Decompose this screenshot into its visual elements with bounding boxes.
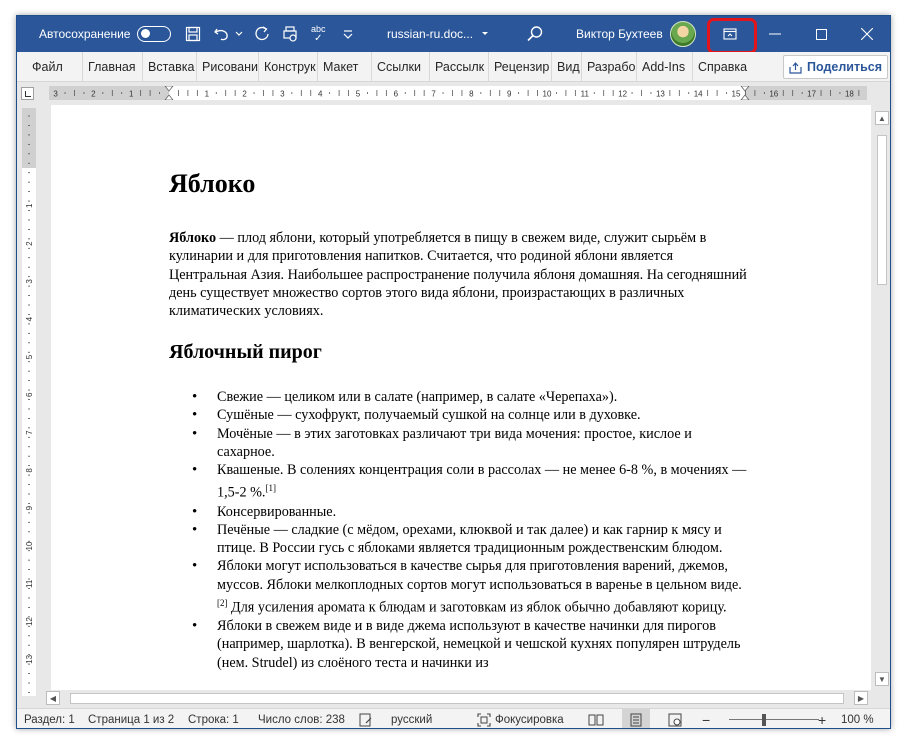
tab-review[interactable]: Рецензир xyxy=(489,52,552,82)
scroll-right-icon[interactable]: ▶ xyxy=(854,691,868,705)
ruler-label: 1 xyxy=(128,89,134,99)
list-item: • Яблоки могут использоваться в качестве сырья для приготовления варений, джемов, муссов. Яблоки мелкоплодных сортов могут использоваться в варенье в цельном виде.[2] Для усиления аромата к блюдам и заготовкам из яблок обычно добавляют корицу. xyxy=(217,557,747,617)
zoom-slider[interactable] xyxy=(729,719,819,720)
status-section[interactable]: Раздел: 1 xyxy=(24,714,75,726)
ruler-label: 6 xyxy=(393,89,399,99)
save-icon[interactable] xyxy=(185,16,201,52)
vruler-label: 4 xyxy=(25,316,34,322)
share-label: Поделиться xyxy=(806,60,883,74)
scroll-left-icon[interactable]: ◀ xyxy=(46,691,60,705)
intro-text: — плод яблони, который употребляется в пищу в свежем виде, служит сырьём в кулинарии и для приготовления напитков. Считается, что родиной яблони является Центральная Азия. Наибольшее распространение получила яблоня домашняя. На сегодняшний день существует множество сортов этого вида яблони, произрастающих в различных климатических условиях. xyxy=(169,230,747,320)
vertical-ruler[interactable] xyxy=(22,108,36,696)
vruler-label: 1 xyxy=(25,203,34,209)
avatar[interactable] xyxy=(670,16,696,52)
ruler-label: 17 xyxy=(807,89,817,99)
tab-mailings[interactable]: Рассылк xyxy=(430,52,489,82)
vruler-label: 13 xyxy=(25,654,34,664)
print-preview-icon[interactable] xyxy=(281,16,299,52)
vertical-scrollbar[interactable] xyxy=(874,107,891,690)
share-button[interactable] xyxy=(783,55,888,79)
ruler-label: 11 xyxy=(580,89,589,99)
document-area[interactable] xyxy=(42,103,874,690)
maximize-icon[interactable] xyxy=(798,16,844,52)
ruler-label: 4 xyxy=(317,89,323,99)
zoom-out-icon[interactable]: − xyxy=(702,712,711,728)
uses-list xyxy=(217,388,747,672)
scroll-up-icon[interactable]: ▲ xyxy=(875,111,889,125)
vruler-label: 9 xyxy=(25,505,34,511)
status-word-count[interactable]: Число слов: 238 xyxy=(258,714,345,726)
vruler-label: 12 xyxy=(25,617,34,627)
document-title: Яблоко xyxy=(169,169,256,198)
user-name[interactable]: Виктор Бухтеев xyxy=(576,27,663,41)
ruler-label: 9 xyxy=(506,89,512,99)
ruler-label: 7 xyxy=(431,89,436,99)
vruler-label: 7 xyxy=(25,430,34,435)
vruler-label: 6 xyxy=(25,392,34,398)
web-layout-icon[interactable] xyxy=(668,709,682,729)
horizontal-scrollbar[interactable] xyxy=(42,690,874,707)
horizontal-scroll-thumb[interactable] xyxy=(70,693,844,704)
redo-icon[interactable] xyxy=(253,16,271,52)
customize-toolbar-icon[interactable] xyxy=(343,16,353,52)
zoom-in-icon[interactable]: + xyxy=(818,712,827,728)
indent-marker-right xyxy=(741,86,749,100)
tab-home[interactable]: Главная xyxy=(83,52,143,82)
vruler-label: 3 xyxy=(25,279,34,284)
document-page[interactable] xyxy=(51,105,871,690)
ruler-row xyxy=(17,83,890,103)
autosave-label: Автосохранение xyxy=(39,27,131,41)
list-item: • Сушёные — сухофрукт, получаемый сушкой на солнце или в духовке. xyxy=(217,406,747,424)
ruler-label: 1 xyxy=(204,89,210,99)
list-item: • Мочёные — в этих заготовках различают три вида мочения: простое, кислое и сахарное. xyxy=(217,425,747,462)
tab-file[interactable]: Файл xyxy=(27,52,83,82)
proofing-icon[interactable] xyxy=(359,709,373,729)
tab-layout[interactable]: Макет xyxy=(318,52,372,82)
focus-label: Фокусировка xyxy=(495,714,564,726)
undo-icon[interactable] xyxy=(213,16,231,52)
ruler-label: 16 xyxy=(769,89,779,99)
vruler-label: 10 xyxy=(25,541,34,551)
zoom-level[interactable]: 100 % xyxy=(841,714,874,726)
focus-mode-button[interactable] xyxy=(477,709,564,729)
share-icon xyxy=(789,61,802,74)
search-icon[interactable] xyxy=(526,16,544,52)
tab-developer[interactable]: Разрабо xyxy=(582,52,637,82)
tab-references[interactable]: Ссылки xyxy=(372,52,430,82)
vruler-label: 8 xyxy=(25,468,34,473)
close-icon[interactable] xyxy=(844,16,890,52)
vertical-scroll-thumb[interactable] xyxy=(877,135,887,285)
intro-paragraph xyxy=(169,229,749,320)
list-item: • Консервированные. xyxy=(217,503,747,521)
ruler-label: 5 xyxy=(355,89,361,99)
status-line[interactable]: Строка: 1 xyxy=(188,714,239,726)
footnote-ref: [2] xyxy=(217,598,228,608)
horizontal-ruler[interactable] xyxy=(49,86,867,100)
read-mode-icon[interactable] xyxy=(588,709,604,729)
focus-icon xyxy=(477,713,491,727)
print-layout-icon[interactable] xyxy=(622,709,650,729)
list-item: • Печёные — сладкие (с мёдом, орехами, клюквой и так далее) и как гарнир к мясу и птице. В России гусь с яблоками является традиционным рождественским блюдом. xyxy=(217,521,747,558)
undo-dropdown-icon[interactable] xyxy=(235,16,243,52)
ribbon-tabs xyxy=(17,52,890,82)
tab-insert[interactable]: Вставка xyxy=(143,52,197,82)
document-filename[interactable]: russian-ru.doc... xyxy=(387,27,474,41)
tab-add-ins[interactable]: Add-Ins xyxy=(637,52,693,82)
title-bar xyxy=(17,16,890,52)
vruler-label: 2 xyxy=(25,241,34,246)
word-window xyxy=(16,15,891,729)
scroll-down-icon[interactable]: ▼ xyxy=(875,672,889,686)
ruler-label: 14 xyxy=(693,89,703,99)
ruler-label: 15 xyxy=(731,89,741,99)
ruler-label: 2 xyxy=(91,89,96,99)
ruler-label: 8 xyxy=(469,89,474,99)
ruler-label: 3 xyxy=(53,89,58,99)
tab-selector-icon[interactable] xyxy=(21,87,34,100)
zoom-slider-thumb[interactable] xyxy=(762,714,766,726)
minimize-icon[interactable] xyxy=(752,16,798,52)
list-item: • Квашеные. В солениях концентрация соли в рассолах — не менее 6-8 %, в мочениях — 1,5-2 %.[1] xyxy=(217,461,747,502)
spelling-icon[interactable]: abc ✓ xyxy=(311,24,326,44)
list-item: • Свежие — целиком или в салате (например, в салате «Черепаха»). xyxy=(217,388,747,406)
vruler-label: 5 xyxy=(25,354,34,360)
tab-design[interactable]: Конструк xyxy=(259,52,318,82)
intro-bold: Яблоко xyxy=(169,230,217,246)
ruler-label: 10 xyxy=(542,89,552,99)
vruler-label: 11 xyxy=(25,579,34,588)
autosave-toggle[interactable] xyxy=(137,16,171,52)
tab-draw[interactable]: Рисовани xyxy=(197,52,259,82)
ruler-label: 13 xyxy=(655,89,665,99)
status-language[interactable]: русский xyxy=(391,714,433,726)
footnote-ref: [1] xyxy=(265,483,276,494)
section-title: Яблочный пирог xyxy=(169,341,322,363)
ruler-label: 2 xyxy=(242,89,247,99)
indent-marker-left xyxy=(165,86,173,100)
tab-view[interactable]: Вид xyxy=(552,52,582,82)
list-item: • Яблоки в свежем виде и в виде джема используют в качестве начинки для пирогов (например, шарлотка). В венгерской, немецкой и чешской кухнях популярен штрудель (нем. Strudel) из слоёного теста и начинки из xyxy=(217,617,747,672)
ruler-label: 12 xyxy=(618,89,628,99)
ruler-label: 3 xyxy=(280,89,285,99)
filename-dropdown-icon[interactable] xyxy=(481,16,489,52)
ribbon-options-highlight xyxy=(707,18,757,54)
status-bar xyxy=(17,708,890,729)
status-page[interactable]: Страница 1 из 2 xyxy=(88,714,175,726)
tab-help[interactable]: Справка xyxy=(698,60,748,74)
ruler-label: 18 xyxy=(844,89,854,99)
